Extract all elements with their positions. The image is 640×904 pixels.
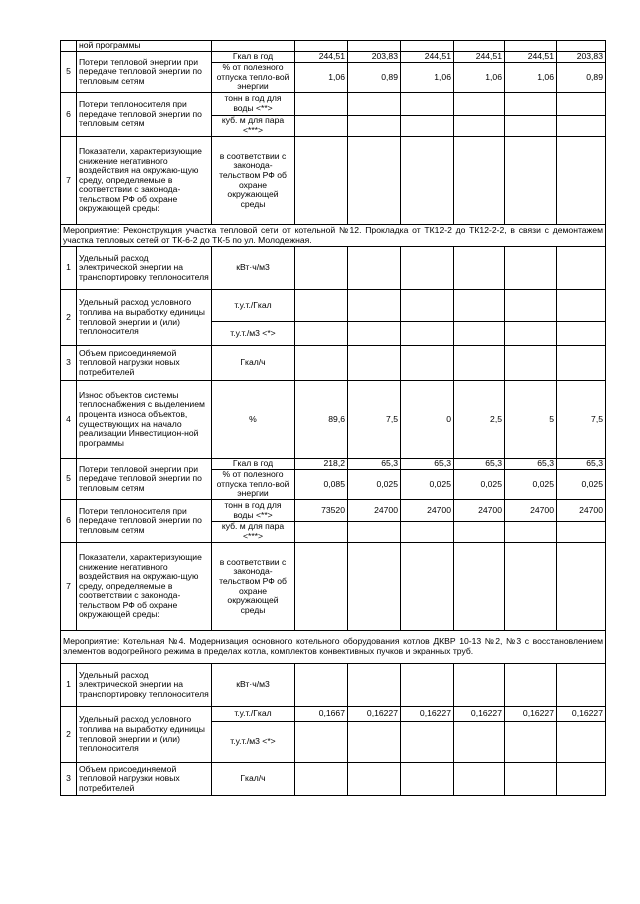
value-cell <box>557 116 606 137</box>
value-cell <box>295 664 348 707</box>
row-number-cell: 1 <box>61 664 77 707</box>
value-cell: 73520 <box>295 500 348 522</box>
table-row <box>61 763 606 796</box>
row-number-cell: 1 <box>61 247 77 290</box>
value-cell: 1,06 <box>505 63 557 93</box>
indicator-name-cell: Объем присоединяемой тепловой нагрузки новых потребителей <box>77 763 212 796</box>
unit-cell: тонн в год для воды <**> <box>212 93 295 116</box>
unit-cell: т.у.т./Гкал <box>212 707 295 722</box>
unit-cell: кВт·ч/м3 <box>212 664 295 707</box>
unit-cell: в соответствии с законода-тельством РФ об охране окружающей среды <box>212 543 295 631</box>
value-cell <box>401 116 454 137</box>
unit-cell: % от полезного отпуска тепло-вой энергии <box>212 63 295 93</box>
value-cell: 0,16227 <box>454 707 505 722</box>
value-cell <box>401 247 454 290</box>
value-cell <box>454 522 505 543</box>
table-row <box>61 664 606 707</box>
unit-cell: % <box>212 381 295 459</box>
row-number-cell: 7 <box>61 137 77 225</box>
row-number-cell: 3 <box>61 763 77 796</box>
value-cell <box>295 247 348 290</box>
value-cell <box>505 722 557 763</box>
value-cell <box>295 763 348 796</box>
value-cell <box>295 543 348 631</box>
value-cell <box>295 137 348 225</box>
value-cell <box>295 41 348 52</box>
value-cell: 244,51 <box>295 52 348 63</box>
value-cell: 65,3 <box>505 459 557 470</box>
unit-cell: Гкал/ч <box>212 346 295 381</box>
value-cell: 24700 <box>348 500 401 522</box>
value-cell <box>454 41 505 52</box>
value-cell <box>348 664 401 707</box>
indicator-name-cell: Удельный расход электрической энергии на транспортировку теплоносителя <box>77 247 212 290</box>
value-cell: 0,16227 <box>348 707 401 722</box>
value-cell <box>401 346 454 381</box>
value-cell <box>505 247 557 290</box>
value-cell <box>557 247 606 290</box>
indicators-table-page <box>60 40 605 796</box>
indicator-name-cell: Потери теплоносителя при передаче тепловой энергии по тепловым сетям <box>77 93 212 137</box>
value-cell <box>348 41 401 52</box>
unit-cell: т.у.т./м3 <*> <box>212 322 295 346</box>
value-cell <box>505 116 557 137</box>
value-cell <box>454 93 505 116</box>
table-row <box>61 543 606 631</box>
value-cell: 0,025 <box>454 470 505 500</box>
value-cell <box>348 322 401 346</box>
value-cell: 7,5 <box>557 381 606 459</box>
value-cell <box>348 247 401 290</box>
value-cell <box>505 664 557 707</box>
value-cell <box>295 522 348 543</box>
value-cell: 203,83 <box>348 52 401 63</box>
value-cell <box>401 722 454 763</box>
unit-cell: Гкал/ч <box>212 763 295 796</box>
row-number-cell: 7 <box>61 543 77 631</box>
table-row <box>61 52 606 63</box>
table-row <box>61 500 606 522</box>
table-row <box>61 459 606 470</box>
unit-cell: куб. м для пара <***> <box>212 116 295 137</box>
value-cell <box>505 41 557 52</box>
value-cell: 1,06 <box>454 63 505 93</box>
value-cell: 1,06 <box>295 63 348 93</box>
unit-cell: т.у.т./Гкал <box>212 290 295 322</box>
value-cell: 0,025 <box>557 470 606 500</box>
row-number-cell: 4 <box>61 381 77 459</box>
table-row <box>61 346 606 381</box>
unit-cell: тонн в год для воды <**> <box>212 500 295 522</box>
value-cell <box>401 41 454 52</box>
value-cell <box>454 543 505 631</box>
indicators-table <box>60 40 606 796</box>
event-title: Мероприятие: Реконструкция участка тепловой сети от котельной №12. Прокладка от ТК12-2 до ТК12-2-2, в связи с демонтажем участка тепловых сетей от ТК-6-2 до ТК-5 по ул. Молодежная. <box>61 225 606 247</box>
row-number-cell: 5 <box>61 52 77 93</box>
value-cell <box>557 543 606 631</box>
value-cell <box>557 41 606 52</box>
indicator-name-cell: Удельный расход электрической энергии на транспортировку теплоносителя <box>77 664 212 707</box>
value-cell <box>557 522 606 543</box>
table-row <box>61 290 606 322</box>
unit-cell: Гкал в год <box>212 52 295 63</box>
value-cell <box>557 290 606 322</box>
value-cell <box>557 137 606 225</box>
event-row <box>61 225 606 247</box>
table-row <box>61 93 606 116</box>
row-number-cell: 5 <box>61 459 77 500</box>
value-cell <box>401 664 454 707</box>
value-cell: 5 <box>505 381 557 459</box>
value-cell: 7,5 <box>348 381 401 459</box>
value-cell <box>348 543 401 631</box>
table-row <box>61 381 606 459</box>
event-row <box>61 631 606 664</box>
value-cell <box>295 116 348 137</box>
value-cell <box>401 93 454 116</box>
value-cell <box>401 543 454 631</box>
table-row <box>61 707 606 722</box>
row-number-cell <box>61 41 77 52</box>
value-cell <box>348 290 401 322</box>
unit-cell: % от полезного отпуска тепло-вой энергии <box>212 470 295 500</box>
value-cell: 244,51 <box>401 52 454 63</box>
value-cell: 2,5 <box>454 381 505 459</box>
value-cell <box>295 722 348 763</box>
value-cell <box>348 522 401 543</box>
row-number-cell: 6 <box>61 500 77 543</box>
value-cell <box>295 346 348 381</box>
unit-cell: куб. м для пара <***> <box>212 522 295 543</box>
value-cell <box>454 247 505 290</box>
value-cell <box>454 290 505 322</box>
value-cell <box>401 763 454 796</box>
value-cell <box>454 722 505 763</box>
value-cell <box>348 137 401 225</box>
value-cell: 65,3 <box>454 459 505 470</box>
value-cell <box>454 763 505 796</box>
indicator-name-cell: Потери тепловой энергии при передаче тепловой энергии по тепловым сетям <box>77 459 212 500</box>
value-cell <box>505 322 557 346</box>
value-cell <box>505 93 557 116</box>
indicator-name-cell: Потери теплоносителя при передаче тепловой энергии по тепловым сетям <box>77 500 212 543</box>
value-cell <box>348 116 401 137</box>
value-cell: 0,16227 <box>505 707 557 722</box>
value-cell: 203,83 <box>557 52 606 63</box>
value-cell <box>401 322 454 346</box>
value-cell <box>348 93 401 116</box>
row-number-cell: 2 <box>61 290 77 346</box>
value-cell: 24700 <box>401 500 454 522</box>
indicator-name-cell: Показатели, характеризующие снижение негативного воздействия на окружаю-щую среду, определяемые в соответствии с законода-тельством РФ об охране окружающей среды: <box>77 543 212 631</box>
value-cell <box>557 664 606 707</box>
value-cell <box>348 722 401 763</box>
value-cell: 0,025 <box>401 470 454 500</box>
value-cell <box>348 346 401 381</box>
value-cell <box>401 290 454 322</box>
value-cell: 0,085 <box>295 470 348 500</box>
value-cell <box>505 346 557 381</box>
value-cell <box>295 322 348 346</box>
event-title: Мероприятие: Котельная №4. Модернизация основного котельного оборудования котлов ДКВР 10-13 №2, №3 с восстановлением элементов водогрейного режима в пределах котла, комплектов конвективных пучков и экранных труб. <box>61 631 606 664</box>
table-row <box>61 247 606 290</box>
value-cell: 1,06 <box>401 63 454 93</box>
indicator-name-cell: Удельный расход условного топлива на выработку единицы тепловой энергии и (или) теплоносителя <box>77 707 212 763</box>
value-cell: 65,3 <box>557 459 606 470</box>
value-cell: 89,6 <box>295 381 348 459</box>
value-cell: 65,3 <box>348 459 401 470</box>
table-row <box>61 137 606 225</box>
value-cell <box>454 664 505 707</box>
indicator-name-cell: ной программы <box>77 41 212 52</box>
unit-cell: Гкал в год <box>212 459 295 470</box>
value-cell: 0 <box>401 381 454 459</box>
value-cell <box>401 522 454 543</box>
unit-cell <box>212 41 295 52</box>
unit-cell: т.у.т./м3 <*> <box>212 722 295 763</box>
value-cell <box>401 137 454 225</box>
value-cell: 24700 <box>557 500 606 522</box>
value-cell: 0,89 <box>557 63 606 93</box>
indicator-name-cell: Износ объектов системы теплоснабжения с выделением процента износа объектов, существующих на начало реализации Инвестицион-ной программы <box>77 381 212 459</box>
value-cell: 0,1667 <box>295 707 348 722</box>
indicator-name-cell: Потери тепловой энергии при передаче тепловой энергии по тепловым сетям <box>77 52 212 93</box>
value-cell <box>505 290 557 322</box>
value-cell <box>348 763 401 796</box>
value-cell: 0,16227 <box>401 707 454 722</box>
value-cell <box>505 137 557 225</box>
value-cell: 244,51 <box>454 52 505 63</box>
value-cell: 24700 <box>505 500 557 522</box>
value-cell <box>557 322 606 346</box>
value-cell: 24700 <box>454 500 505 522</box>
value-cell <box>454 346 505 381</box>
row-number-cell: 3 <box>61 346 77 381</box>
row-number-cell: 2 <box>61 707 77 763</box>
value-cell: 0,025 <box>505 470 557 500</box>
value-cell <box>454 116 505 137</box>
value-cell <box>557 346 606 381</box>
value-cell: 0,89 <box>348 63 401 93</box>
value-cell <box>295 290 348 322</box>
value-cell <box>295 93 348 116</box>
indicator-name-cell: Удельный расход условного топлива на выработку единицы тепловой энергии и (или) теплоносителя <box>77 290 212 346</box>
value-cell: 65,3 <box>401 459 454 470</box>
value-cell <box>505 543 557 631</box>
unit-cell: кВт·ч/м3 <box>212 247 295 290</box>
value-cell <box>454 322 505 346</box>
row-number-cell: 6 <box>61 93 77 137</box>
table-row <box>61 41 606 52</box>
value-cell <box>557 722 606 763</box>
value-cell <box>454 137 505 225</box>
value-cell: 0,16227 <box>557 707 606 722</box>
indicator-name-cell: Показатели, характеризующие снижение негативного воздействия на окружаю-щую среду, определяемые в соответствии с законода-тельством РФ об охране окружающей среды: <box>77 137 212 225</box>
value-cell <box>505 763 557 796</box>
value-cell <box>557 763 606 796</box>
value-cell <box>505 522 557 543</box>
value-cell: 0,025 <box>348 470 401 500</box>
unit-cell: в соответствии с законода-тельством РФ об охране окружающей среды <box>212 137 295 225</box>
value-cell: 244,51 <box>505 52 557 63</box>
indicator-name-cell: Объем присоединяемой тепловой нагрузки новых потребителей <box>77 346 212 381</box>
value-cell: 218,2 <box>295 459 348 470</box>
value-cell <box>557 93 606 116</box>
